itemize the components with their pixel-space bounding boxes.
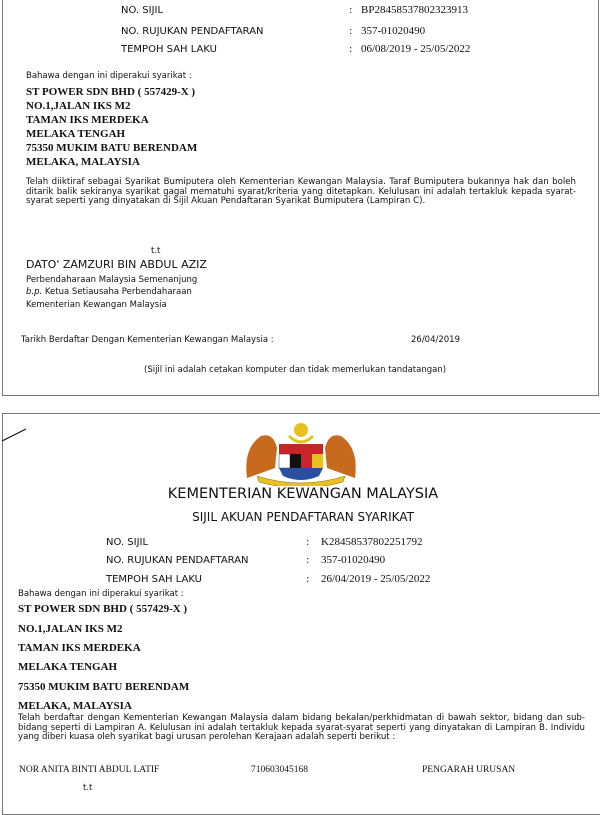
colon: : [349,44,353,55]
field-label: TEMPOH SAH LAKU [121,44,217,55]
field-label: NO. SIJIL [121,5,164,16]
field-value: BP28458537802323913 [361,4,468,16]
colon: : [306,537,310,548]
pen-mark-icon [0,425,30,445]
signatory-name: DATO' ZAMZURI BIN ABDUL AZIZ [26,258,207,271]
signatory-title: Ketua Setiausaha Perbendaharaan [44,287,192,297]
field-value: 26/04/2019 - 25/05/2022 [321,573,431,585]
colon: : [306,574,310,585]
field-value: 06/08/2019 - 25/05/2022 [361,43,471,55]
colon: : [349,26,353,37]
signatory-line: Perbendaharaan Malaysia Semenanjung [26,275,198,285]
person-name: NOR ANITA BINTI ABDUL LATIF [19,765,160,775]
field-label: TEMPOH SAH LAKU [106,574,202,585]
field-value: 357-01020490 [361,25,426,37]
company-line: MELAKA TENGAH [18,661,118,673]
recognition-paragraph: Telah diiktiraf sebagai Syarikat Bumiputera oleh Kementerian Kewangan Malaysia. Taraf Bumiputera bukannya hak dan boleh ditarik balik sekiranya syarikat gagal mematuhi syarat/kriteria yang ditetapkan. Kelulusan ini adalah tertakluk kepada syarat-syarat seperti yang dinyatakan di Sijil Akuan Pendaftaran Syarikat Bumiputera (Lampiran C). [26,177,576,207]
signatory-line [26,287,192,297]
person-position: PENGARAH URUSAN [422,765,516,775]
field-label: NO. RUJUKAN PENDAFTARAN [121,26,264,37]
company-line: NO.1,JALAN IKS M2 [18,623,123,635]
company-line: MELAKA, MALAYSIA [26,156,140,168]
ministry-heading: KEMENTERIAN KEWANGAN MALAYSIA [167,486,439,502]
company-line: 75350 MUKIM BATU BERENDAM [26,142,198,154]
certificate-page-registration [2,413,600,815]
person-id: 710603045168 [251,765,308,775]
field-label: NO. RUJUKAN PENDAFTARAN [106,555,249,566]
company-line: MELAKA, MALAYSIA [18,700,132,712]
company-line: MELAKA TENGAH [26,128,126,140]
company-line: 75350 MUKIM BATU BERENDAM [18,681,190,693]
computer-print-note: (Sijil ini adalah cetakan komputer dan tidak memerlukan tandatangan) [144,365,447,375]
certificate-title: SIJIL AKUAN PENDAFTARAN SYARIKAT [192,510,414,524]
field-value: K28458537802251792 [321,536,423,548]
colon: : [349,5,353,16]
tt-mark: t.t [151,246,161,256]
intro-text: Bahawa dengan ini diperakui syarikat : [26,71,192,81]
colon: : [306,555,310,566]
registration-paragraph: Telah berdaftar dengan Kementerian Kewangan Malaysia dalam bidang bekalan/perkhidmatan di bawah sektor, bidang dan sub-bidang seperti di Lampiran A. Kelulusan ini adalah tertakluk kepada syarat-syarat seperti yang dinyatakan di Lampiran B. Individu yang diberi kuasa oleh syarikat bagi urusan perolehan Kerajaan adalah seperti berikut : [18,713,585,743]
field-value: 357-01020490 [321,554,386,566]
company-line: ST POWER SDN BHD ( 557429-X ) [26,86,196,98]
bp-abbrev: b.p. [26,287,43,297]
signatory-line: Kementerian Kewangan Malaysia [26,300,167,310]
malaysia-coat-of-arms-icon [239,418,363,486]
registered-date: 26/04/2019 [411,335,460,345]
field-label: NO. SIJIL [106,537,149,548]
intro-text: Bahawa dengan ini diperakui syarikat : [18,589,184,599]
company-line: TAMAN IKS MERDEKA [18,642,141,654]
company-line: TAMAN IKS MERDEKA [26,114,149,126]
registered-label: Tarikh Berdaftar Dengan Kementerian Kewangan Malaysia : [21,335,274,345]
company-line: ST POWER SDN BHD ( 557429-X ) [18,603,188,615]
certificate-page-bumiputera [2,0,599,396]
company-line: NO.1,JALAN IKS M2 [26,100,131,112]
tt-mark: t.t [83,783,93,793]
